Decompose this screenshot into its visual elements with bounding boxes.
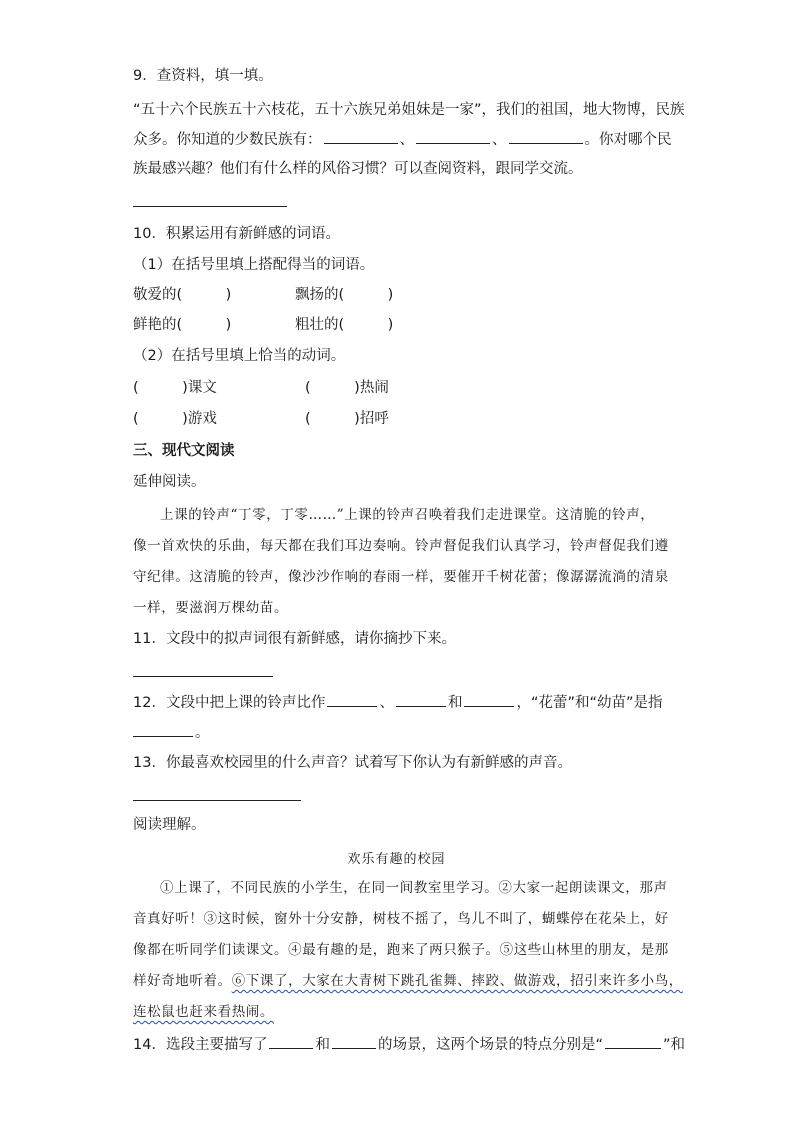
q10-pair-1[interactable]: 敬爱的( ) — [133, 287, 232, 303]
q9-line2-end: 。你对哪个民 — [584, 132, 672, 148]
q14-blank-2[interactable] — [332, 1034, 376, 1049]
q9-answer-line[interactable] — [133, 206, 287, 207]
q10-pair-2[interactable]: 飘扬的( ) — [295, 287, 394, 303]
q9-line2 — [133, 129, 672, 150]
q14-line — [133, 1034, 685, 1055]
reading-line1: ①上课了，不同民族的小学生，在同一间教室里学习。②大家一起朗读课文，那声 — [160, 880, 668, 896]
q12-text-a: 12．文段中把上课的铃声比作 — [133, 695, 326, 711]
q11-answer-line[interactable] — [133, 676, 273, 677]
q10-verb-1[interactable]: ( )课文 — [133, 380, 217, 396]
q14-blank-1[interactable] — [269, 1034, 313, 1049]
q12-blank-1[interactable] — [327, 692, 377, 707]
q11-text: 11．文段中的拟声词很有新鲜感，请你摘抄下来。 — [133, 631, 456, 647]
reading-line4 — [133, 971, 683, 991]
q14-and: 和 — [315, 1037, 330, 1053]
section-heading: 三、现代文阅读 — [133, 443, 235, 459]
q13-answer-line[interactable] — [133, 800, 301, 801]
q12-and: 和 — [447, 695, 463, 711]
passage1-line2: 像一首欢快的乐曲，每天都在我们耳边奏响。铃声督促我们认真学习，铃声督促我们遵 — [133, 538, 669, 554]
q14-text-a: 14．选段主要描写了 — [133, 1037, 268, 1053]
q10-verb-3[interactable]: ( )游戏 — [133, 411, 217, 427]
passage1-line1: 上课的铃声“丁零，丁零……”上课的铃声召唤着我们走进课堂。这清脆的铃声， — [160, 507, 655, 523]
q9-blank-3[interactable] — [509, 129, 583, 144]
q12-line2 — [133, 722, 210, 743]
reading-title: 欢乐有趣的校园 — [347, 852, 446, 867]
reading-line2: 音真好听！③这时候，窗外十分安静，树枝不摇了，鸟儿不叫了，蝴蝶停在花朵上，好 — [133, 911, 669, 927]
q9-sep1: 、 — [399, 132, 414, 148]
q12-text-b: ，“花蕾”和“幼苗”是指 — [516, 695, 663, 711]
q10-verb-2[interactable]: ( )热闹 — [305, 380, 389, 396]
extended-reading-label: 延伸阅读。 — [133, 474, 206, 490]
reading-line4-plain: 样好奇地听着。 — [133, 973, 232, 989]
q12-end: 。 — [195, 725, 210, 741]
q9-line3: 族最感兴趣？他们有什么样的风俗习惯？可以查阅资料，跟同学交流。 — [133, 161, 583, 177]
q12-blank-3[interactable] — [464, 692, 514, 707]
reading-label: 阅读理解。 — [133, 817, 206, 833]
reading-line5-wavy: 连松鼠也赶来看热闹。 — [133, 1004, 274, 1020]
q12-blank-2[interactable] — [396, 692, 446, 707]
passage1-line4: 一样，要滋润万棵幼苗。 — [133, 600, 289, 616]
q9-blank-2[interactable] — [416, 129, 490, 144]
q10-pair-3[interactable]: 鲜艳的( ) — [133, 317, 232, 333]
q14-text-b: 的场景，这两个场景的特点分别是“ — [377, 1037, 603, 1053]
q9-line1: “五十六个民族五十六枝花，五十六族兄弟姐妹是一家”，我们的祖国，地大物博，民族 — [133, 102, 685, 118]
q10-pair-4[interactable]: 粗壮的( ) — [295, 317, 394, 333]
q10-verb-4[interactable]: ( )招呼 — [305, 411, 389, 427]
reading-line5 — [133, 1002, 274, 1022]
q9-title: 9．查资料，填一填。 — [133, 68, 273, 84]
q12-sep: 、 — [379, 695, 394, 711]
reading-line4-wavy: ⑥下课了，大家在大青树下跳孔雀舞、摔跤、做游戏，招引来许多小鸟， — [231, 973, 683, 989]
q13-text: 13．你最喜欢校园里的什么声音？试着写下你认为有新鲜感的声音。 — [133, 755, 572, 771]
q14-blank-3[interactable] — [605, 1034, 661, 1049]
reading-line3: 像都在听同学们读课文。④最有趣的是，跑来了两只猴子。⑤这些山林里的朋友，是那 — [133, 942, 669, 958]
q9-blank-1[interactable] — [324, 129, 398, 144]
q10-sub2: （2）在括号里填上恰当的动词。 — [133, 348, 346, 364]
q9-sep2: 、 — [492, 132, 507, 148]
q10-sub1: （1）在括号里填上搭配得当的词语。 — [133, 257, 375, 273]
q12-line1 — [133, 692, 663, 713]
q14-text-c: ”和 — [662, 1037, 685, 1053]
q10-title: 10．积累运用有新鲜感的词语。 — [133, 226, 340, 242]
q9-line2-text: 众多。你知道的少数民族有： — [133, 132, 322, 148]
q12-blank-4[interactable] — [133, 722, 193, 737]
passage1-line3: 守纪律。这清脆的铃声，像沙沙作响的春雨一样，要催开千树花蕾；像潺潺流淌的清泉 — [133, 569, 669, 585]
